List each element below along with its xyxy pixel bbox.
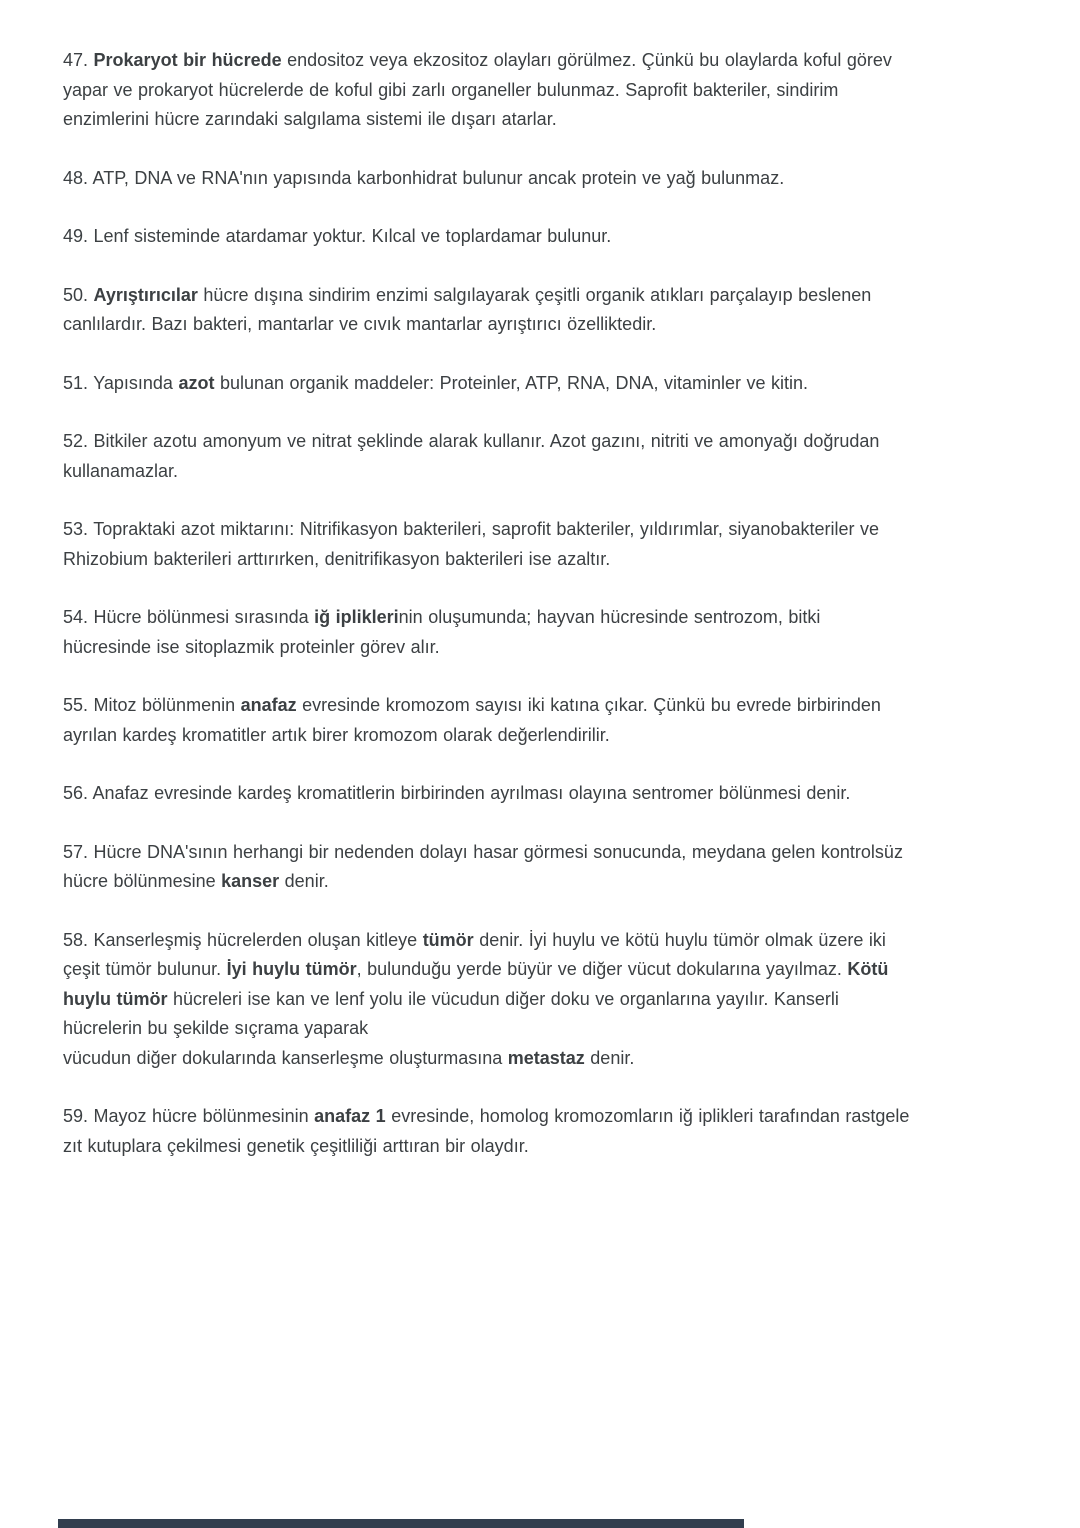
note-text: denir. — [584, 1047, 635, 1068]
note-bold-text: metastaz — [507, 1047, 585, 1068]
note-text: 53. Topraktaki azot miktarını: Nitrifikasyon bakterileri, saprofit bakteriler, yıldırımlar, siyanobakteriler ve Rhizobium bakterileri arttırırken, denitrifikasyon bakterileri ise azaltır. — [63, 519, 879, 569]
note-text: 54. Hücre bölünmesi sırasında — [63, 607, 315, 627]
note-text: hücre dışına sindirim enzimi salgılayarak çeşitli organik atıkları parçalayıp beslenen canlılardır. Bazı bakteri, mantarlar ve cıvık mantarlar ayrıştırıcı özelliktedir. — [63, 284, 872, 334]
note-text: , bulunduğu yerde büyür ve diğer vücut dokularına yayılmaz. — [356, 959, 848, 979]
note-paragraph-56 — [63, 779, 911, 809]
note-bold-text: İyi huylu tümör — [226, 959, 357, 979]
note-bold-text: anafaz 1 — [314, 1106, 386, 1126]
note-paragraph-58 — [63, 926, 911, 1074]
note-paragraph-50 — [63, 281, 911, 340]
note-text: 51. Yapısında — [63, 372, 179, 393]
note-text: 50. — [63, 284, 94, 305]
note-text: 47. — [63, 50, 94, 70]
note-text: denir. İyi huylu ve kötü huylu tümör olmak üzere iki çeşit tümör bulunur. — [63, 929, 886, 979]
note-paragraph-57 — [63, 838, 911, 897]
note-bold-text: Prokaryot bir hücrede — [93, 50, 282, 70]
note-bold-text: Kötü huylu tümör — [63, 959, 889, 1009]
note-paragraph-55 — [63, 691, 911, 750]
note-text: nin oluşumunda; hayvan hücresinde sentrozom, bitki hücresinde ise sitoplazmik proteinler görev alır. — [63, 607, 821, 657]
note-text: bulunan organik maddeler: Proteinler, ATP, RNA, DNA, vitaminler ve kitin. — [214, 372, 809, 393]
note-text: 49. Lenf sisteminde atardamar yoktur. Kılcal ve toplardamar bulunur. — [63, 226, 612, 246]
note-text: 48. ATP, DNA ve RNA'nın yapısında karbonhidrat bulunur ancak protein ve yağ bulunmaz. — [63, 167, 785, 188]
note-paragraph-53 — [63, 515, 911, 574]
note-text: hücreleri ise kan ve lenf yolu ile vücudun diğer doku ve organlarına yayılır. Kanserli hücrelerin bu şekilde sıçrama yaparak — [63, 988, 839, 1038]
note-paragraph-54 — [63, 603, 911, 662]
note-paragraph-51 — [63, 369, 911, 399]
note-paragraph-47 — [63, 46, 911, 135]
note-text: 56. Anafaz evresinde kardeş kromatitlerin birbirinden ayrılması olayına sentromer bölünmesi denir. — [63, 783, 851, 803]
note-bold-text: iğ iplikleri — [314, 607, 399, 627]
note-text: evresinde, homolog kromozomların iğ iplikleri tarafından rastgele zıt kutuplara çekilmesi genetik çeşitliliği arttıran bir olaydır. — [63, 1106, 910, 1156]
note-paragraph-52 — [63, 427, 911, 486]
note-bold-text: azot — [178, 372, 215, 393]
note-bold-text: tümör — [422, 929, 474, 950]
note-text: denir. — [279, 871, 329, 891]
note-paragraph-59 — [63, 1102, 911, 1161]
note-text: endositoz veya ekzositoz olayları görülmez. Çünkü bu olaylarda koful görev yapar ve prokaryot hücrelerde de koful gibi zarlı organeller bulunmaz. Saprofit bakteriler, sindirim enzimlerini hücre zarındaki salgılama sistemi ile dışarı atarlar. — [63, 50, 892, 129]
notes-list — [63, 46, 911, 1161]
note-paragraph-49 — [63, 222, 911, 252]
note-text: vücudun diğer dokularında kanserleşme oluşturmasına — [63, 1047, 508, 1068]
note-paragraph-48 — [63, 164, 911, 194]
note-text: 57. Hücre DNA'sının herhangi bir nedenden dolayı hasar görmesi sonucunda, meydana gelen kontrolsüz hücre bölünmesine — [63, 841, 903, 891]
note-text: 58. Kanserleşmiş hücrelerden oluşan kitleye — [63, 929, 423, 950]
note-bold-text: Ayrıştırıcılar — [93, 284, 198, 305]
bottom-cutoff-bar — [58, 1519, 744, 1528]
note-text: 59. Mayoz hücre bölünmesinin — [63, 1106, 315, 1126]
note-text: 52. Bitkiler azotu amonyum ve nitrat şeklinde alarak kullanır. Azot gazını, nitriti ve amonyağı doğrudan kullanamazlar. — [63, 431, 880, 481]
note-bold-text: anafaz — [240, 695, 297, 715]
note-text: 55. Mitoz bölünmenin — [63, 695, 241, 715]
note-text: evresinde kromozom sayısı iki katına çıkar. Çünkü bu evrede birbirinden ayrılan kardeş kromatitler artık birer kromozom olarak değerlendirilir. — [63, 695, 881, 745]
note-bold-text: kanser — [221, 871, 280, 891]
